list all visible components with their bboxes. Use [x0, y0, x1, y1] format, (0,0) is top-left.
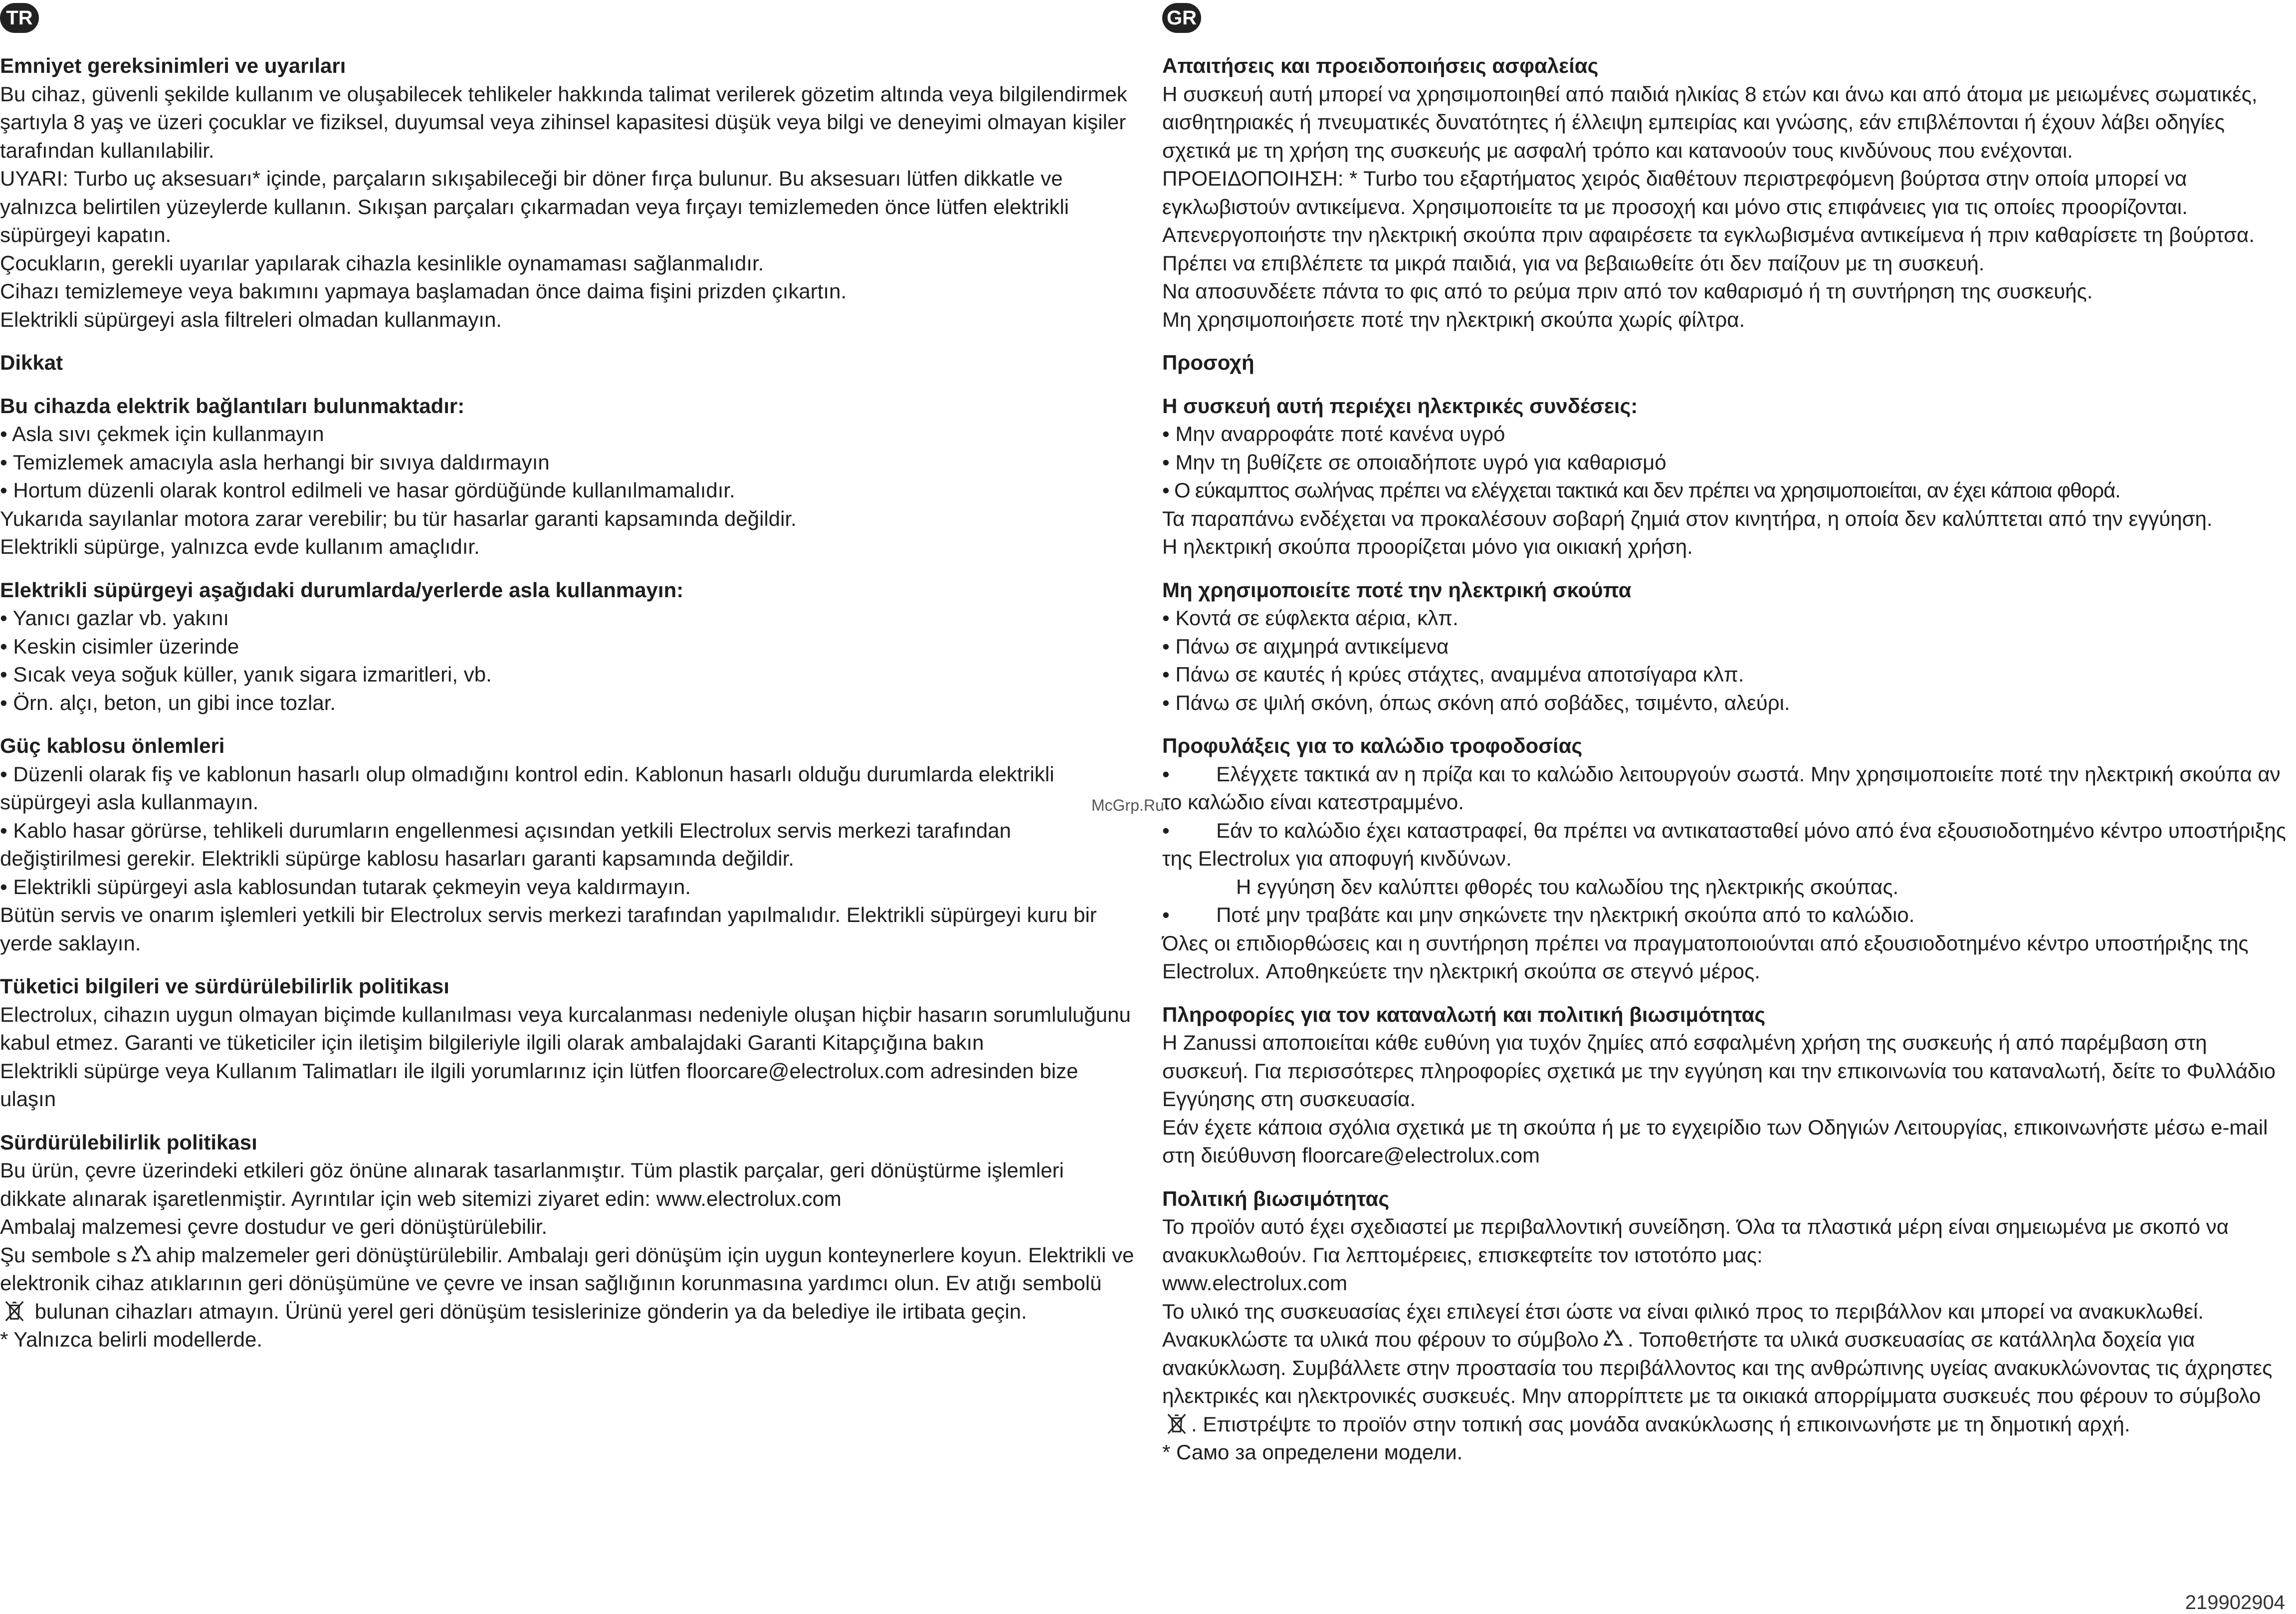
list-item: • Düzenli olarak fiş ve kablonun hasarlı olup olmadığını kontrol edin. Kablonun hasarlı olduğu durumlarda elektrikli süpürgeyi asla kullanmayın. [0, 762, 1054, 814]
paragraph: Elektrikli süpürgeyi asla filtreleri olmadan kullanmayın. [0, 307, 502, 331]
paragraph: Yukarıda sayılanlar motora zarar verebilir; bu tür hasarlar garanti kapsamında değildir. [0, 506, 797, 530]
paragraph: Η συσκευή αυτή μπορεί να χρησιμοποιηθεί από παιδιά ηλικίας 8 ετών και άνω και από άτομα με μειωμένες σωματικές, αισθητηριακές ή πνευματικές δυνατότητες ή έλλειψη εμπειρίας και γνώσης, εάν επιβλέπονται ή έχουν λάβει οδηγίες σχετικά με τη χρήση της συσκευής με ασφαλή τρόπο και κατανοούν τους κινδύνους που ενέχονται. [1162, 82, 2258, 162]
paragraph: Ambalaj malzemesi çevre dostudur ve geri dönüştürülebilir. [0, 1215, 548, 1238]
text-span: Şu sembole s [0, 1243, 127, 1267]
text-span: Ποτέ μην τραβάτε και μην σηκώνετε την ηλεκτρική σκούπα από το καλώδιο. [1216, 903, 1915, 926]
document-number: 219902904 [2185, 1592, 2285, 1614]
heading-never-use: Μη χρησιμοποιείτε ποτέ την ηλεκτρική σκούπα [1162, 578, 1632, 602]
list-item: • Örn. alçı, beton, un gibi ince tozlar. [0, 691, 336, 714]
list-item [1162, 760, 2290, 817]
list-item: • Κοντά σε εύφλεκτα αέρια, κλπ. [1162, 606, 1459, 630]
list-item: • Ο εύκαμπτος σωλήνας πρέπει να ελέγχεται τακτικά και δεν πρέπει να χρησιμοποιείται, αν έχει κάποια φθορά. [1162, 478, 2120, 502]
text-span: . Τοποθετήστε τα υλικά συσκευασίας σε κατάλληλα δοχεία για ανακύκλωση. Συμβάλλετε στην προστασία του περιβάλλοντος και της ανθρώπινης υγείας ανακυκλώνοντας τις άχρηστες ηλεκτρικές και ηλεκτρονικές συσκευές. Μην απορρίπτετε με τα οικιακά απορρίμματα συσκευές που φέρουν το σύμβολο [1162, 1328, 2273, 1407]
paragraph: ΠΡΟΕΙΔΟΠΟΙΗΣΗ: * Turbo του εξαρτήματος χειρός διαθέτουν περιστρεφόμενη βούρτσα στην οποία μπορεί να εγκλωβιστούν αντικείμενα. Χρησιμοποιείτε τα με προσοχή και μόνο στις επιφάνειες για τις οποίες προορίζονται. Απενεργοποιήστε την ηλεκτρική σκούπα πριν αφαιρέσετε τα εγκλωβισμένα αντικείμενα ή πριν καθαρίσετε τη βούρτσα. [1162, 167, 2255, 246]
heading-electric: Η συσκευή αυτή περιέχει ηλεκτρικές συνδέσεις: [1162, 394, 1638, 418]
crossed-bin-icon [3, 1300, 26, 1323]
list-item: • Μην τη βυθίζετε σε οποιαδήποτε υγρό για καθαρισμό [1162, 450, 1667, 474]
bullet: • [1162, 818, 1170, 842]
recycle-icon [130, 1243, 153, 1266]
heading-consumer: Πληροφορίες για τον καταναλωτή και πολιτική βιωσιμότητας [1162, 1002, 1766, 1026]
list-item [1162, 901, 2290, 929]
paragraph: Elektrikli süpürge veya Kullanım Talimatları ile ilgili yorumlarınız için lütfen floorcare@electrolux.com adresinden bize ulaşın [0, 1059, 1078, 1111]
heading-caution: Προσοχή [1162, 351, 1254, 374]
list-item: • Πάνω σε ψιλή σκόνη, όπως σκόνη από σοβάδες, τσιμέντο, αλεύρι. [1162, 691, 1790, 714]
paragraph: Η Zanussi αποποιείται κάθε ευθύνη για τυχόν ζημίες από εσφαλμένη χρήση της συσκευής ή από παρέμβαση στη συσκευή. Για περισσότερες πληροφορίες σχετικά με την εγγύηση και την επικοινωνία του καταναλωτή, δείτε το Φυλλάδιο Εγγύησης στη συσκευασία. [1162, 1031, 2276, 1111]
footnote: * Само за определени модели. [1162, 1440, 1463, 1464]
language-badge-gr: GR [1162, 3, 1201, 33]
footnote: * Yalnızca belirli modellerde. [0, 1328, 263, 1351]
list-item: • Temizlemek amacıyla asla herhangi bir sıvıya daldırmayın [0, 450, 550, 474]
paragraph: Τα παραπάνω ενδέχεται να προκαλέσουν σοβαρή ζημιά στον κινητήρα, η οποία δεν καλύπτεται από την εγγύηση. [1162, 506, 2213, 530]
heading-caution: Dikkat [0, 351, 63, 374]
heading-sustainability: Πολιτική βιωσιμότητας [1162, 1186, 1390, 1210]
text-span: Ανακυκλώστε τα υλικά που φέρουν το σύμβολο [1162, 1328, 1599, 1351]
heading-consumer: Tüketici bilgileri ve sürdürülebilirlik politikası [0, 974, 449, 998]
text-span: ahip malzemeler geri dönüştürülebilir. Ambalajı geri dönüşüm için uygun konteynerlere koyun. Elektrikli ve elektronik cihaz atıklarının geri dönüşümüne ve çevre ve insan sağlığının korunmasına yardımcı olun. Ev atığı sembolü [0, 1243, 1134, 1295]
paragraph: Η ηλεκτρική σκούπα προορίζεται μόνο για οικιακή χρήση. [1162, 535, 1693, 558]
paragraph: Το υλικό της συσκευασίας έχει επιλεγεί έτσι ώστε να είναι φιλικό προς το περιβάλλον και μπορεί να ανακυκλωθεί. [1162, 1299, 2204, 1323]
paragraph: Όλες οι επιδιορθώσεις και η συντήρηση πρέπει να πραγματοποιούνται από εξουσιοδοτημένο κέντρο υποστήριξης της Electrolux. Αποθηκεύετε την ηλεκτρική σκούπα σε στεγνό μέρος. [1162, 931, 2249, 983]
bullet: • [1162, 903, 1170, 926]
list-item: • Keskin cisimler üzerinde [0, 634, 239, 658]
list-item: • Yanıcı gazlar vb. yakını [0, 606, 229, 630]
language-badge-tr: TR [0, 3, 39, 33]
paragraph: Bu ürün, çevre üzerindeki etkileri göz önüne alınarak tasarlanmıştır. Tüm plastik parçalar, geri dönüştürme işlemleri dikkate alınarak işaretlenmiştir. Ayrıntılar için web sitemizi ziyaret edin: www.electrolux.com [0, 1158, 1064, 1210]
list-item: • Πάνω σε καυτές ή κρύες στάχτες, αναμμένα αποτσίγαρα κλπ. [1162, 663, 1744, 686]
heading-power-cord: Προφυλάξεις για το καλώδιο τροφοδοσίας [1162, 734, 1583, 757]
paragraph: Πρέπει να επιβλέπετε τα μικρά παιδιά, για να βεβαιωθείτε ότι δεν παίζουν με τη συσκευή. [1162, 251, 1985, 275]
watermark: McGrp.Ru [1091, 796, 1164, 814]
website-text: www.electrolux.com [1162, 1271, 1348, 1295]
paragraph: Cihazı temizlemeye veya bakımını yapmaya başlamadan önce daima fişini prizden çıkartın. [0, 279, 847, 303]
bullet: • [1162, 762, 1170, 786]
list-item [1162, 817, 2290, 873]
list-item: • Hortum düzenli olarak kontrol edilmeli ve hasar gördüğünde kullanılmamalıdır. [0, 478, 735, 502]
list-item: • Asla sıvı çekmek için kullanmayın [0, 422, 324, 446]
list-item: • Sıcak veya soğuk küller, yanık sigara izmaritleri, vb. [0, 663, 492, 686]
paragraph: Εάν έχετε κάποια σχόλια σχετικά με τη σκούπα ή με το εγχειρίδιο των Οδηγιών Λειτουργίας, επικοινωνήστε μέσω e-mail στη διεύθυνση floorcare@electrolux.com [1162, 1115, 2268, 1167]
text-span: . Επιστρέψτε το προϊόν στην τοπική σας μονάδα ανακύκλωσης ή επικοινωνήστε με τη δημοτική αρχή. [1191, 1412, 2130, 1436]
list-item: • Πάνω σε αιχμηρά αντικείμενα [1162, 634, 1449, 658]
paragraph: Electrolux, cihazın uygun olmayan biçimde kullanılması veya kurcalanması nedeniyle oluşan hiçbir hasarın sorumluluğunu kabul etmez. Garanti ve tüketiciler için iletişim bilgileriyle ilgili olarak ambalajdaki Garanti Kitapçığına bakın [0, 1002, 1131, 1054]
heading-never-use: Elektrikli süpürgeyi aşağıdaki durumlarda/yerlerde asla kullanmayın: [0, 578, 684, 602]
paragraph: Elektrikli süpürge, yalnızca evde kullanım amaçlıdır. [0, 535, 480, 558]
text-span: Ελέγχετε τακτικά αν η πρίζα και το καλώδιο λειτουργούν σωστά. Μην χρησιμοποιείτε ποτέ την ηλεκτρική σκούπα αν το καλώδιο είναι κατεστραμμένο. [1162, 762, 2281, 814]
paragraph: Το προϊόν αυτό έχει σχεδιαστεί με περιβαλλοντική συνείδηση. Όλα τα πλαστικά μέρη είναι σημειωμένα με σκοπό να ανακυκλωθούν. Για λεπτομέρειες, επισκεφτείτε τον ιστοτόπο μας: [1162, 1215, 2229, 1267]
paragraph: Η εγγύηση δεν καλύπτει φθορές του καλωδίου της ηλεκτρικής σκούπας. [1236, 875, 1899, 899]
paragraph: Bütün servis ve onarım işlemleri yetkili bir Electrolux servis merkezi tarafından yapılmalıdır. Elektrikli süpürgeyi kuru bir yerde saklayın. [0, 903, 1097, 955]
heading-sustainability: Sürdürülebilirlik politikası [0, 1130, 257, 1154]
turkish-text [0, 52, 1135, 1354]
paragraph [1162, 1326, 2290, 1438]
greek-text [1162, 52, 2290, 1467]
list-item: • Kablo hasar görürse, tehlikeli durumların engellenmesi açısından yetkili Electrolux servis merkezi tarafından değiştirilmesi gerekir. Elektrikli süpürge kablosu hasarları garanti kapsamında değildir. [0, 818, 1011, 870]
text-span: bulunan cihazları atmayın. Ürünü yerel geri dönüşüm tesislerinize gönderin ya da belediye ile irtibata geçin. [34, 1299, 1027, 1323]
paragraph: Να αποσυνδέετε πάντα το φις από το ρεύμα πριν από τον καθαρισμό ή τη συντήρηση της συσκευής. [1162, 279, 2093, 303]
heading-safety: Απαιτήσεις και προειδοποιήσεις ασφαλείας [1162, 54, 1599, 77]
heading-power-cord: Güç kablosu önlemleri [0, 734, 225, 757]
paragraph: Bu cihaz, güvenli şekilde kullanım ve oluşabilecek tehlikeler hakkında talimat verilerek gözetim altında veya bilgilendirmek şartıyla 8 yaş ve üzeri çocuklar ve fiziksel, duyumsal veya zihinsel kapasitesi düşük veya bilgi ve deneyimi olmayan kişiler tarafından kullanılabilir. [0, 82, 1127, 162]
list-item: • Μην αναρροφάτε ποτέ κανένα υγρό [1162, 422, 1505, 446]
text-span: Εάν το καλώδιο έχει καταστραφεί, θα πρέπει να αντικατασταθεί μόνο από ένα εξουσιοδοτημένο κέντρο υποστήριξης της Electrolux για αποφυγή κινδύνων. [1162, 818, 2287, 870]
recycle-icon [1602, 1328, 1625, 1351]
paragraph: UYARI: Turbo uç aksesuarı* içinde, parçaların sıkışabileceği bir döner fırça bulunur. Bu aksesuarı lütfen dikkatle ve yalnızca belirtilen yüzeylerde kullanın. Sıkışan parçaları çıkarmadan veya fırçayı temizlemeden önce lütfen elektrikli süpürgeyi kapatın. [0, 167, 1069, 246]
paragraph: Μη χρησιμοποιήσετε ποτέ την ηλεκτρική σκούπα χωρίς φίλτρα. [1162, 307, 1745, 331]
crossed-bin-icon [1165, 1412, 1188, 1435]
heading-safety: Emniyet gereksinimleri ve uyarıları [0, 54, 346, 77]
paragraph: Çocukların, gerekli uyarılar yapılarak cihazla kesinlikle oynamaması sağlanmalıdır. [0, 251, 764, 275]
paragraph [0, 1241, 1135, 1326]
list-item: • Elektrikli süpürgeyi asla kablosundan tutarak çekmeyin veya kaldırmayın. [0, 875, 691, 899]
heading-electric: Bu cihazda elektrik bağlantıları bulunmaktadır: [0, 394, 465, 418]
